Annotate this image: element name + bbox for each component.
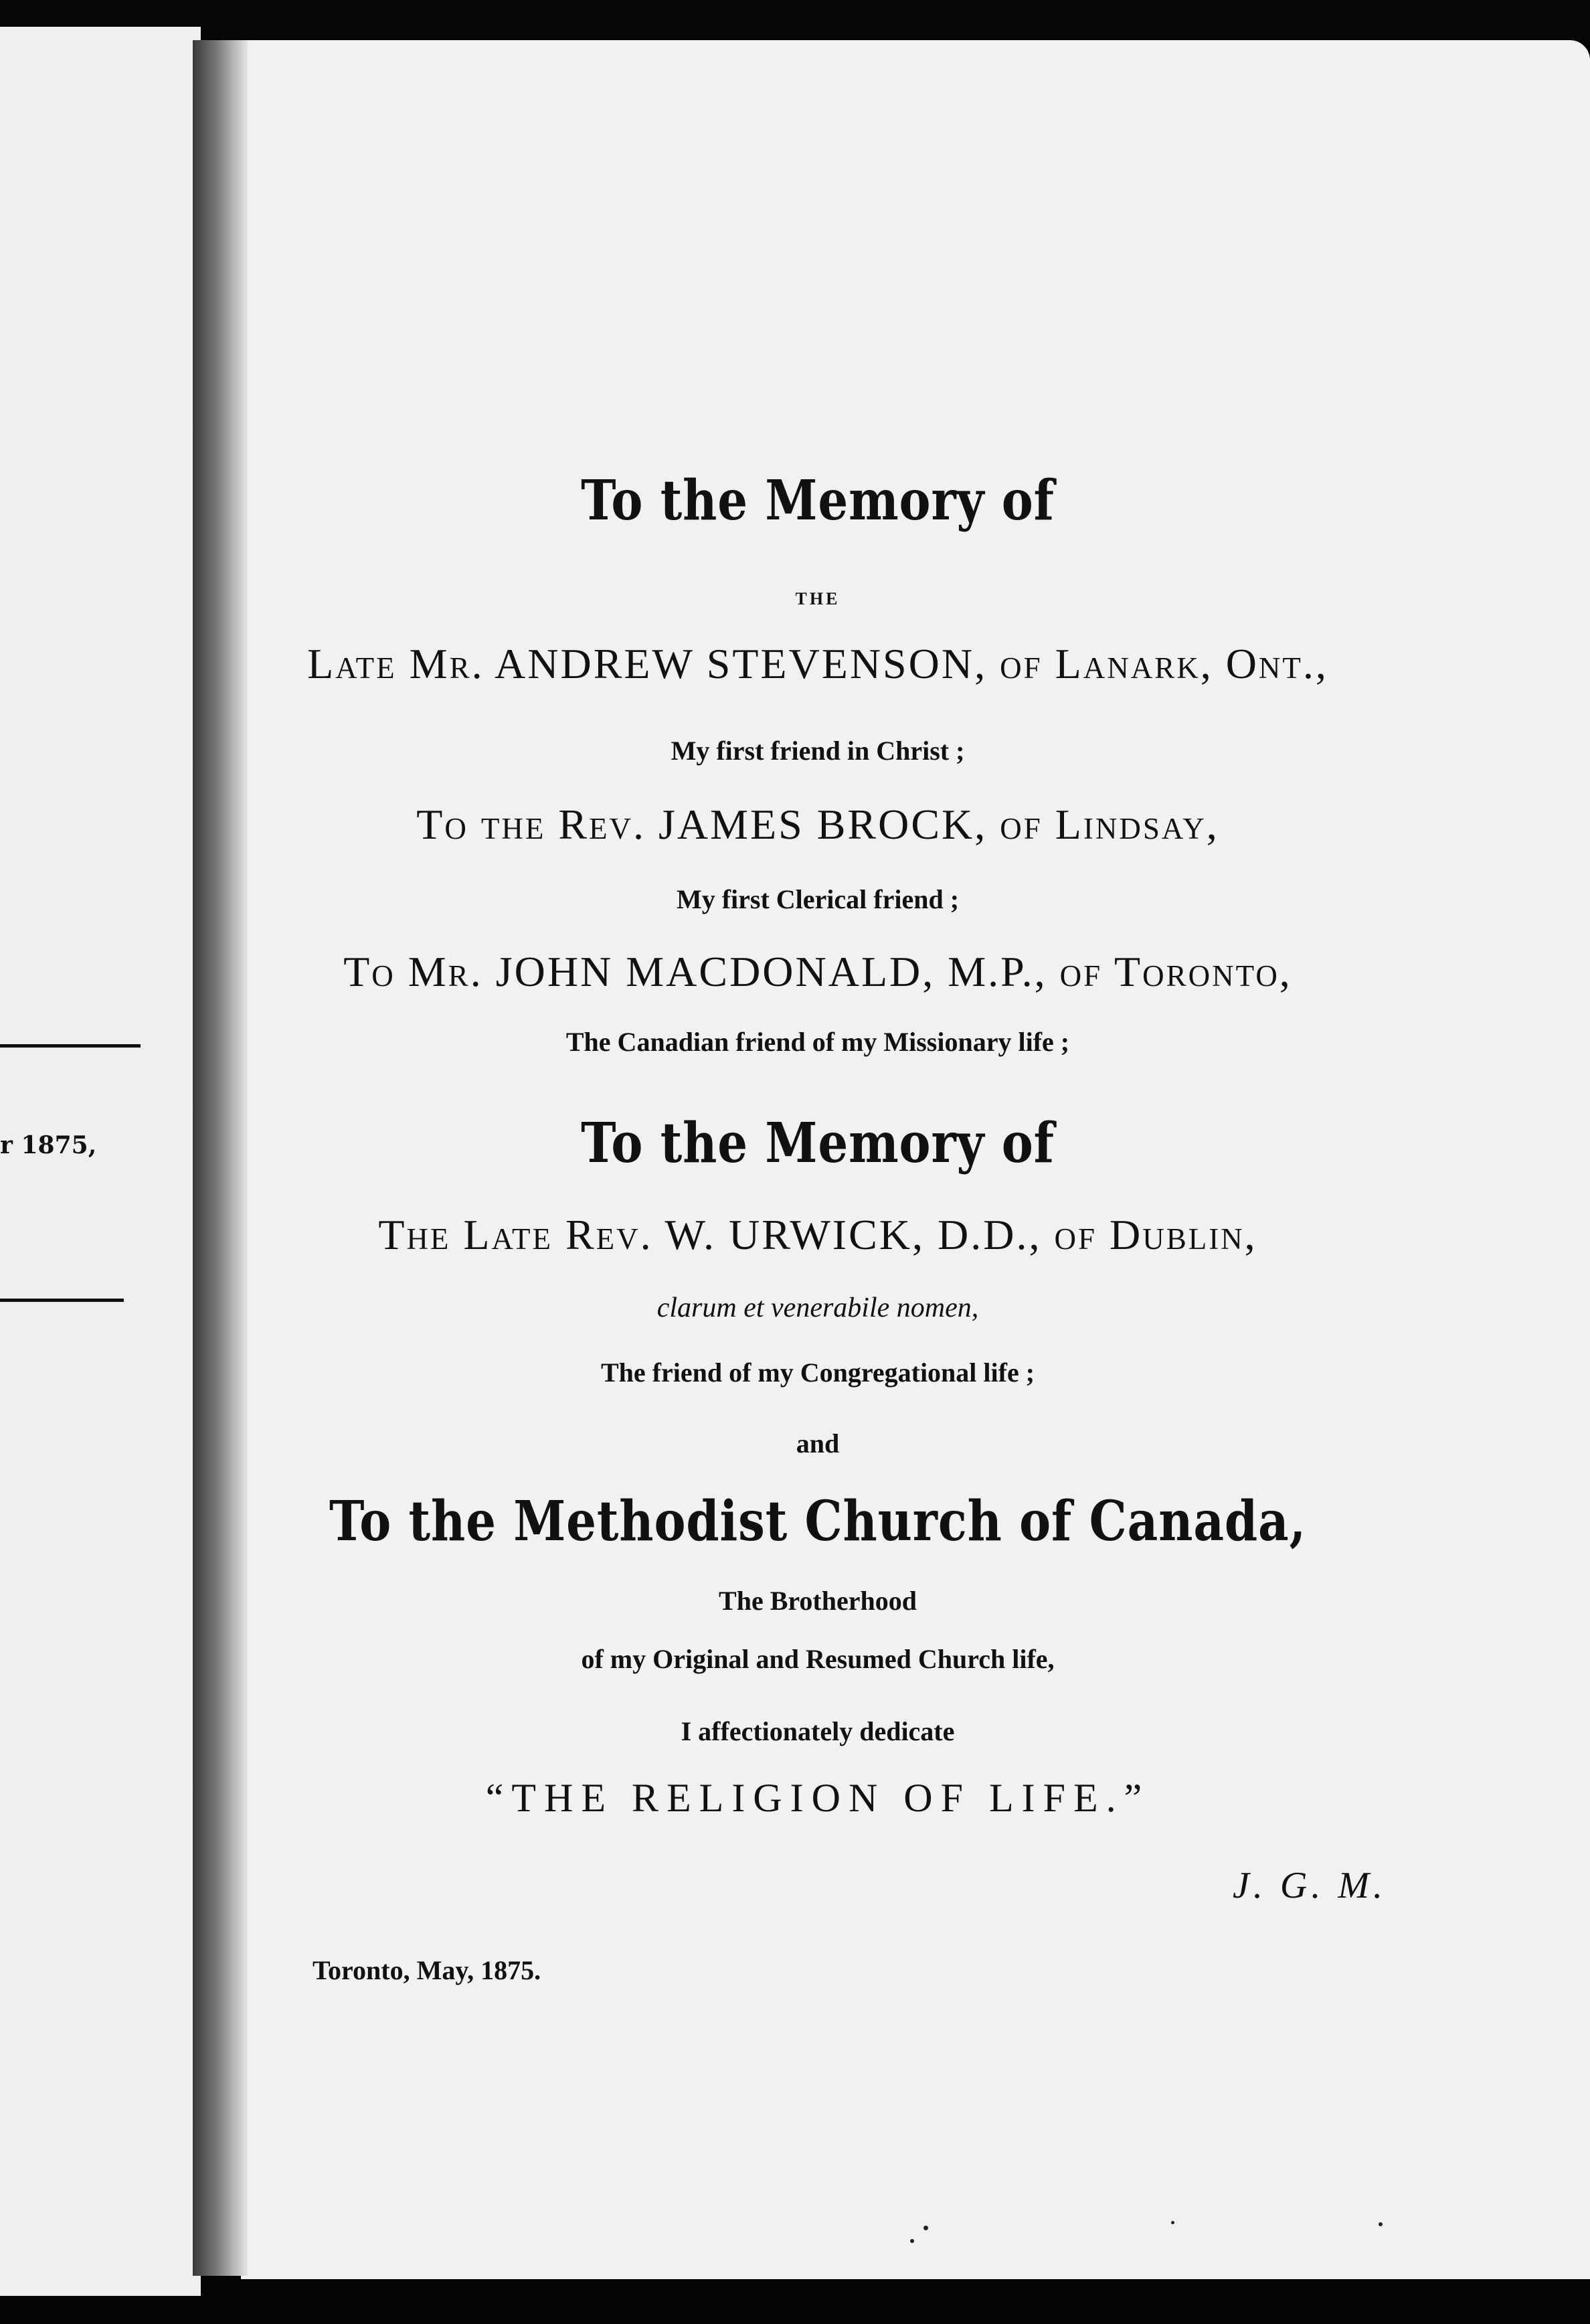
- dedication-sub-5: The friend of my Congregational life ;: [600, 1357, 1035, 1388]
- heading-memory-2: To the Memory of: [581, 1111, 1055, 1175]
- dedication-line-macdonald: To Mr. JOHN MACDONALD, M.P., of Toronto,: [343, 948, 1292, 995]
- dedication-line-urwick: The Late Rev. W. URWICK, D.D., of Dublin,: [378, 1211, 1257, 1258]
- book-gutter: [193, 40, 248, 2276]
- left-page-rule: [0, 1044, 141, 1048]
- dedication-page: [249, 0, 1387, 2324]
- dedication-sub-3: The Canadian friend of my Missionary life ;: [565, 1027, 1070, 1057]
- left-page-fragment: r 1875,: [0, 1131, 97, 1159]
- heading-methodist-church: To the Methodist Church of Canada,: [329, 1489, 1307, 1554]
- dedication-latin: clarum et venerabile nomen,: [656, 1293, 979, 1323]
- dedication-and: and: [796, 1428, 840, 1459]
- dedication-line-brock: To the Rev. JAMES BROCK, of Lindsay,: [416, 801, 1219, 848]
- scan-speck: [910, 2239, 914, 2243]
- scan-speck: [923, 2226, 928, 2230]
- place-date: Toronto, May, 1875.: [313, 1955, 541, 1985]
- the-label: THE: [795, 589, 841, 608]
- book-title: “THE RELIGION OF LIFE.”: [485, 1776, 1150, 1820]
- author-initials: J. G. M.: [1233, 1865, 1387, 1906]
- dedication-line-stevenson: Late Mr. ANDREW STEVENSON, of Lanark, Ont.,: [307, 640, 1328, 687]
- dedication-sub-2: My first Clerical friend ;: [676, 884, 960, 914]
- left-page-rule: [0, 1299, 124, 1302]
- heading-memory-1: To the Memory of: [581, 469, 1055, 533]
- dedication-sub-7: of my Original and Resumed Church life,: [581, 1644, 1055, 1674]
- left-page: [0, 27, 201, 2296]
- scan-speck: [1171, 2221, 1174, 2224]
- dedication-sub-6: The Brotherhood: [719, 1586, 917, 1616]
- dedication-sub-1: My first friend in Christ ;: [671, 736, 965, 766]
- scan-speck: [1379, 2222, 1383, 2226]
- dedication-sub-8: I affectionately dedicate: [681, 1716, 955, 1746]
